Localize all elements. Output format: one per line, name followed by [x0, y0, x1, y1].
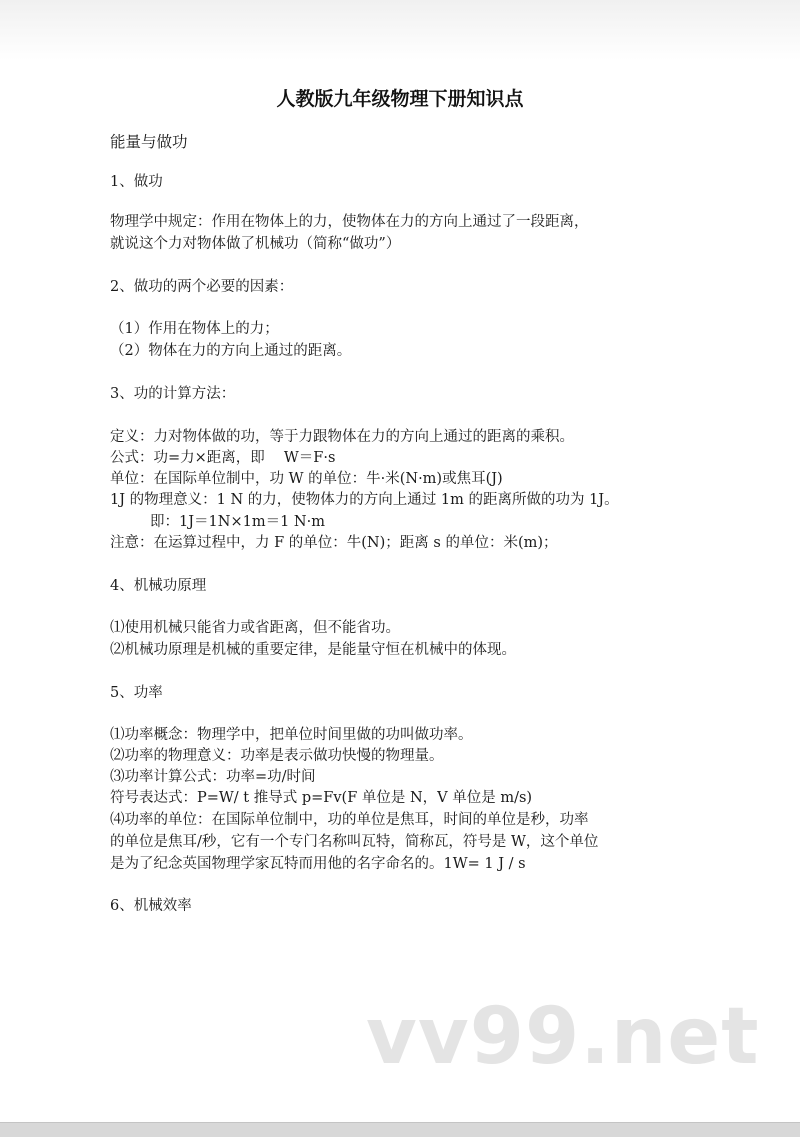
- section-heading: 能量与做功: [110, 133, 188, 151]
- section-5-item-3: ⑶功率计算公式：功率=功/时间: [110, 769, 316, 785]
- section-4-item-2: ⑵机械功原理是机械的重要定律，是能量守恒在机械中的体现。: [110, 642, 516, 658]
- section-5-item-1: ⑴功率概念：物理学中，把单位时间里做的功叫做功率。: [110, 727, 473, 743]
- section-1-paragraph-line-1: 物理学中规定：作用在物体上的力，使物体在力的方向上通过了一段距离，: [110, 214, 589, 230]
- section-5-item-4-line-3: 是为了纪念英国物理学家瓦特而用他的名字命名的。1W= 1 J / s: [110, 856, 526, 872]
- page-title: 人教版九年级物理下册知识点: [276, 88, 524, 110]
- section-5-symbol-formula: 符号表达式：P=W/ t 推导式 p=Fv(F 单位是 N，V 单位是 m/s): [110, 790, 533, 806]
- page-top-shade: [0, 0, 800, 60]
- section-2-title: 2、做功的两个必要的因素：: [110, 279, 294, 295]
- section-3-formula: 公式：功=力×距离，即 W＝F·s: [110, 450, 336, 466]
- section-5-item-4-line-1: ⑷功率的单位：在国际单位制中，功的单位是焦耳，时间的单位是秒，功率: [110, 812, 589, 828]
- section-3-meaning: 1J 的物理意义：1 N 的力，使物体力的方向上通过 1m 的距离所做的功为 1J。: [110, 492, 619, 508]
- section-4-title: 4、机械功原理: [110, 578, 207, 594]
- section-1-title: 1、做功: [110, 174, 163, 190]
- section-5-title: 5、功率: [110, 685, 163, 701]
- section-5-item-4-line-2: 的单位是焦耳/秒，它有一个专门名称叫瓦特，简称瓦，符号是 W，这个单位: [110, 834, 599, 850]
- section-3-note: 注意：在运算过程中，力 F 的单位：牛(N)；距离 s 的单位：米(m)；: [110, 535, 558, 551]
- watermark: vv99.net: [366, 992, 760, 1082]
- section-3-definition: 定义：力对物体做的功，等于力跟物体在力的方向上通过的距离的乘积。: [110, 429, 574, 445]
- section-3-unit: 单位：在国际单位制中，功 W 的单位：牛·米(N·m)或焦耳(J): [110, 471, 503, 487]
- section-2-item-2: （2）物体在力的方向上通过的距离。: [110, 343, 352, 359]
- page-bottom-edge: [0, 1122, 800, 1137]
- section-5-item-2: ⑵功率的物理意义：功率是表示做功快慢的物理量。: [110, 748, 444, 764]
- section-3-equation: 即：1J＝1N×1m＝1 N·m: [150, 514, 325, 530]
- section-1-paragraph-line-2: 就说这个力对物体做了机械功（简称“做功”）: [110, 236, 401, 252]
- section-6-title: 6、机械效率: [110, 898, 192, 914]
- section-3-title: 3、功的计算方法：: [110, 386, 236, 402]
- section-4-item-1: ⑴使用机械只能省力或省距离，但不能省功。: [110, 620, 400, 636]
- section-2-item-1: （1）作用在物体上的力；: [110, 321, 279, 337]
